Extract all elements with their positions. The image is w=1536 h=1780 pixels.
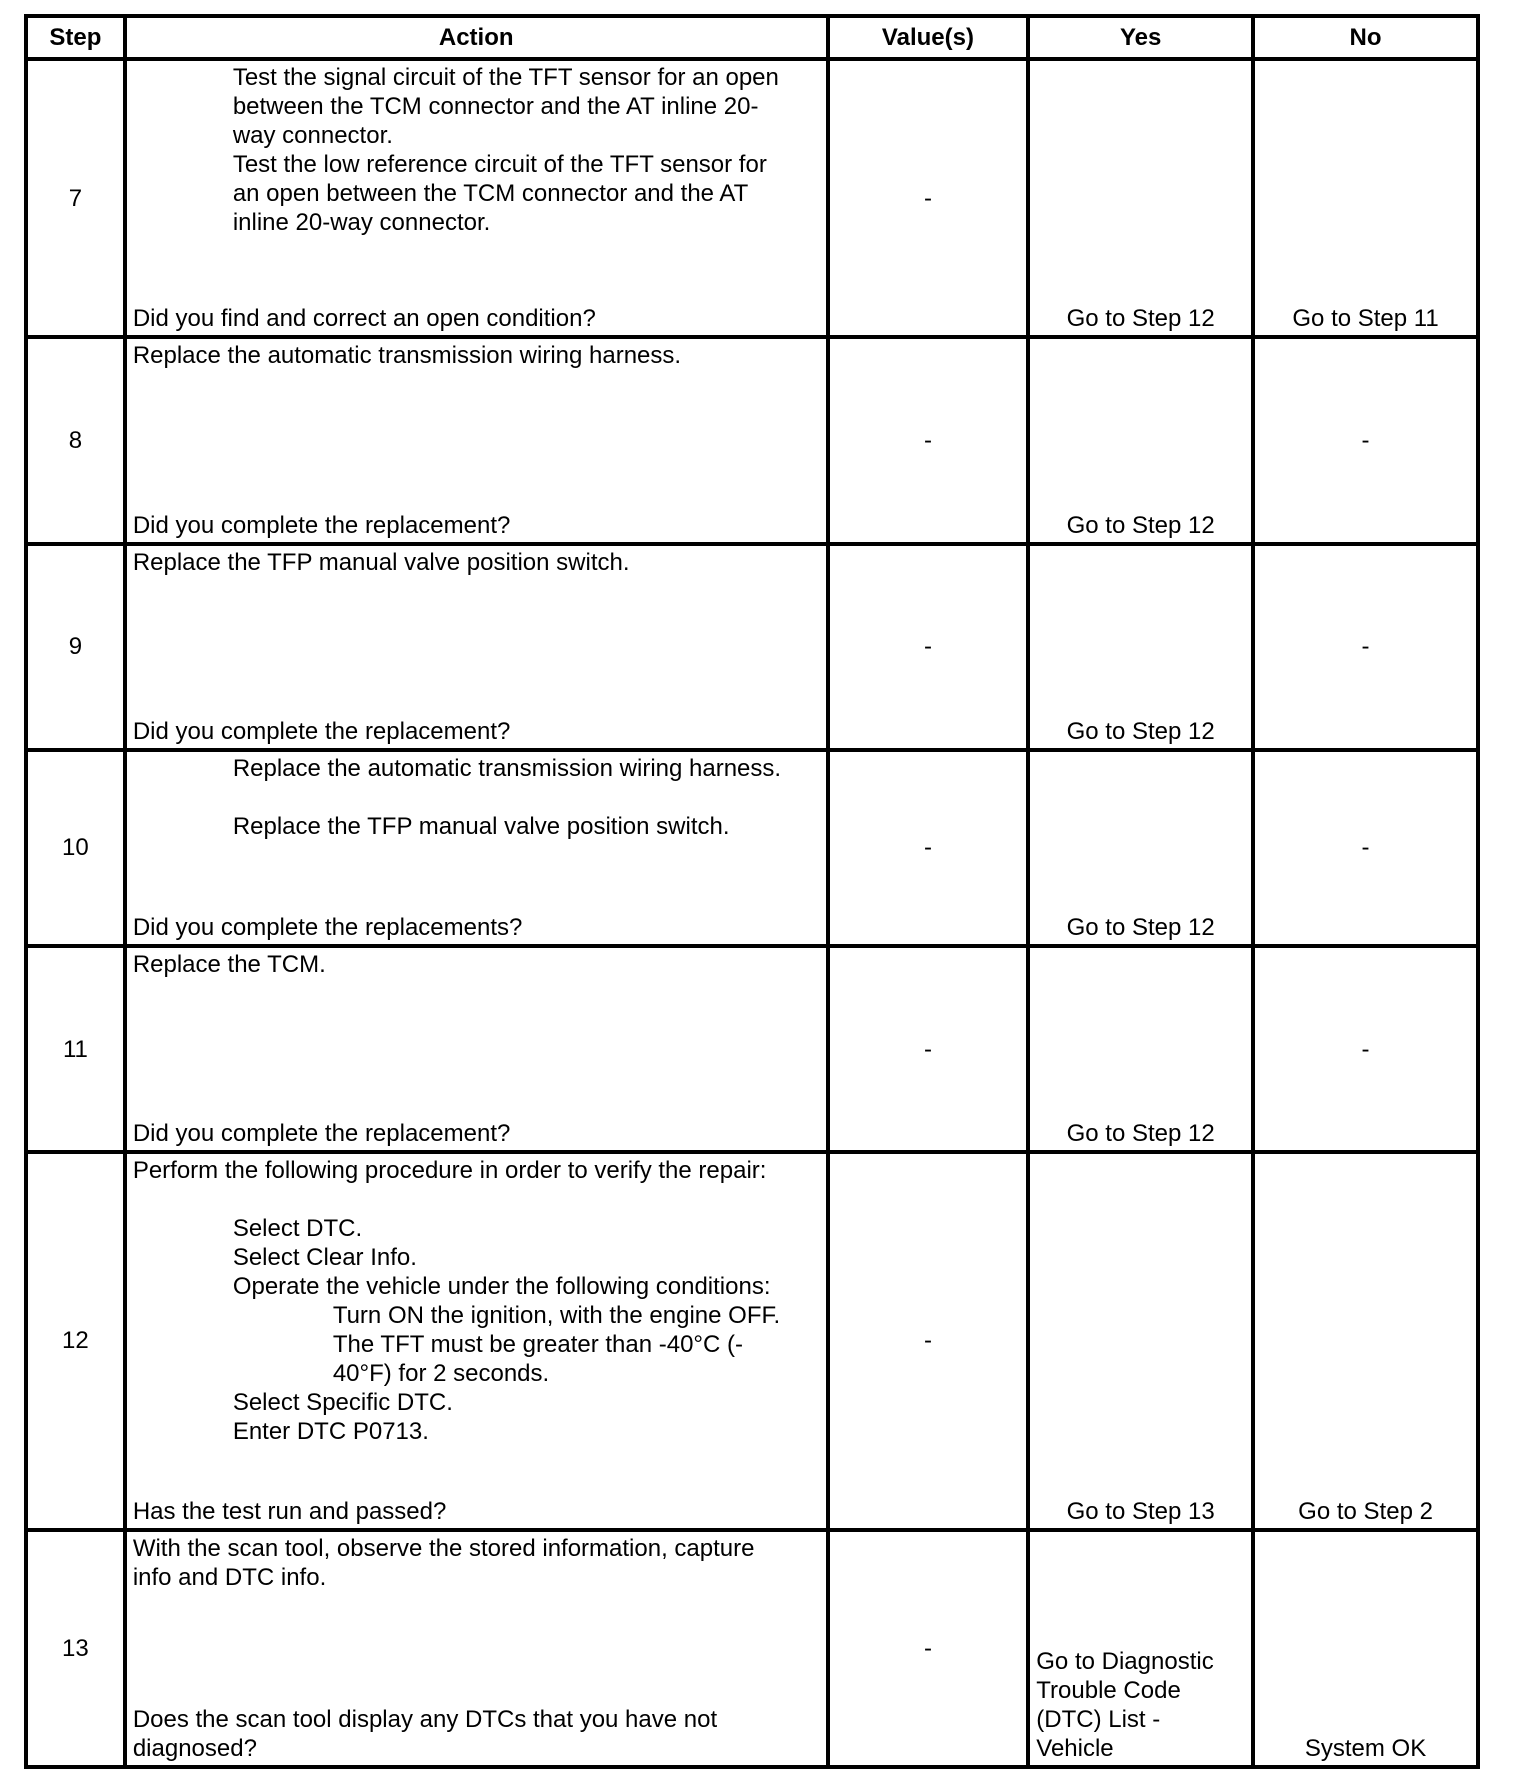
- yes-line: Vehicle: [1036, 1735, 1114, 1762]
- action-question: [133, 1705, 818, 1763]
- action-question: Did you complete the replacements?: [132, 914, 523, 941]
- header-row: [26, 16, 1478, 59]
- action-line: Turn ON the ignition, with the engine OFF.: [332, 1302, 781, 1330]
- step-number: 10: [26, 750, 125, 946]
- action-line: Replace the TFP manual valve position switch.: [132, 548, 630, 576]
- table-row-step-7: [26, 59, 1478, 337]
- no-cell: [1253, 1530, 1478, 1767]
- yes-cell: [1028, 750, 1253, 946]
- action-question: Did you complete the replacement?: [132, 511, 511, 539]
- action-line: Test the low reference circuit of the TFT sensor for: [232, 151, 767, 178]
- header-no: No: [1253, 16, 1478, 59]
- value-cell: -: [828, 946, 1029, 1152]
- action-cell: [125, 1530, 828, 1767]
- yes-cell: [1028, 337, 1253, 543]
- action-question: Did you complete the replacement?: [132, 717, 511, 745]
- action-line: Perform the following procedure in order to verify the repair:: [132, 1157, 767, 1185]
- yes-cell: [1028, 1530, 1253, 1767]
- no-text: Go to Step 2: [1298, 1497, 1433, 1525]
- no-text: System OK: [1304, 1735, 1427, 1762]
- yes-line: Go to Diagnostic: [1036, 1648, 1214, 1675]
- header-action: Action: [125, 16, 828, 59]
- table-row-step-10: [26, 750, 1478, 946]
- no-cell: [1253, 1152, 1478, 1529]
- yes-line: (DTC) List -: [1036, 1706, 1161, 1733]
- header-yes: Yes: [1028, 16, 1253, 59]
- action-cell: [125, 1152, 828, 1529]
- line-gap: [133, 1185, 818, 1214]
- line-gap: [133, 783, 818, 812]
- step-number: 13: [26, 1530, 125, 1767]
- yes-text: Go to Step 13: [1066, 1497, 1215, 1525]
- value-cell: -: [828, 750, 1029, 946]
- action-line: 40°F) for 2 seconds.: [332, 1360, 550, 1388]
- value-cell: -: [828, 544, 1029, 750]
- action-cell: [125, 544, 828, 750]
- step-number: 11: [26, 946, 125, 1152]
- no-cell: [1253, 59, 1478, 337]
- yes-cell: [1028, 946, 1253, 1152]
- step-number: 9: [26, 544, 125, 750]
- action-line: info and DTC info.: [132, 1563, 327, 1591]
- value-cell: -: [828, 337, 1029, 543]
- action-question: Did you find and correct an open condition?: [132, 305, 596, 333]
- no-text: Go to Step 11: [1292, 305, 1439, 333]
- yes-text: Go to Step 12: [1066, 511, 1215, 539]
- action-line: Replace the TFP manual valve position switch.: [232, 812, 730, 840]
- action-cell: [125, 59, 828, 337]
- step-number: 8: [26, 337, 125, 543]
- yes-cell: [1028, 544, 1253, 750]
- action-question: Has the test run and passed?: [132, 1497, 447, 1525]
- action-cell: [125, 750, 828, 946]
- step-number: 7: [26, 59, 125, 337]
- action-question: Did you complete the replacement?: [132, 1120, 511, 1148]
- action-line: way connector.: [232, 122, 393, 149]
- yes-text: Go to Step 12: [1066, 305, 1215, 333]
- action-line: an open between the TCM connector and the AT: [232, 180, 749, 207]
- action-line: between the TCM connector and the AT inline 20-: [232, 93, 759, 120]
- action-question-line: Does the scan tool display any DTCs that you have not: [132, 1706, 718, 1733]
- yes-text: Go to Step 12: [1066, 717, 1215, 745]
- diagnostic-table: [24, 14, 1480, 1769]
- no-cell: -: [1253, 946, 1478, 1152]
- value-cell: -: [828, 1530, 1029, 1767]
- yes-text: [1030, 1647, 1251, 1765]
- action-line: Select Specific DTC.: [232, 1389, 453, 1417]
- table-row-step-8: [26, 337, 1478, 543]
- action-line: Operate the vehicle under the following conditions:: [232, 1273, 771, 1301]
- table-row-step-12: [26, 1152, 1478, 1529]
- no-cell: -: [1253, 337, 1478, 543]
- no-cell: -: [1253, 544, 1478, 750]
- action-line: Test the signal circuit of the TFT sensor for an open: [232, 64, 779, 91]
- action-line: Replace the automatic transmission wiring harness.: [232, 754, 782, 782]
- yes-text: Go to Step 12: [1066, 1120, 1215, 1148]
- yes-text: Go to Step 12: [1066, 914, 1215, 941]
- action-line: Enter DTC P0713.: [232, 1418, 429, 1446]
- action-cell: [125, 946, 828, 1152]
- action-line: Select DTC.: [232, 1215, 363, 1243]
- yes-line: Trouble Code: [1036, 1677, 1181, 1704]
- action-question-line: diagnosed?: [132, 1735, 257, 1762]
- action-line: With the scan tool, observe the stored information, capture: [132, 1534, 755, 1562]
- no-cell: -: [1253, 750, 1478, 946]
- action-line: Replace the automatic transmission wiring harness.: [132, 342, 682, 370]
- yes-cell: [1028, 59, 1253, 337]
- action-line: Replace the TCM.: [132, 951, 326, 978]
- action-line: inline 20-way connector.: [232, 209, 491, 236]
- action-line: Select Clear Info.: [232, 1244, 417, 1272]
- table-row-step-13: [26, 1530, 1478, 1767]
- step-number: 12: [26, 1152, 125, 1529]
- value-cell: -: [828, 1152, 1029, 1529]
- action-line: The TFT must be greater than -40°C (-: [332, 1331, 744, 1359]
- value-cell: -: [828, 59, 1029, 337]
- header-values: Value(s): [828, 16, 1029, 59]
- header-step: Step: [26, 16, 125, 59]
- table-row-step-9: [26, 544, 1478, 750]
- action-cell: [125, 337, 828, 543]
- table-row-step-11: [26, 946, 1478, 1152]
- yes-cell: [1028, 1152, 1253, 1529]
